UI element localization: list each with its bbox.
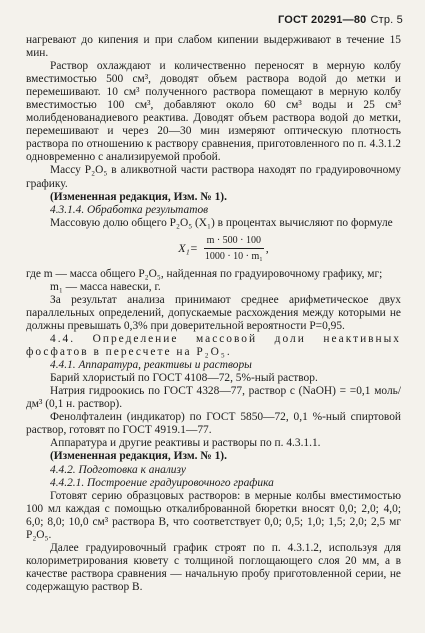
section-heading: 4.4.1. Аппаратура, реактивы и растворы [50, 359, 252, 372]
paragraph: Барий хлористый по ГОСТ 4108—72, 5%-ный раствор. [50, 372, 318, 385]
amendment-note: (Измененная редакция, Изм. № 1). [50, 450, 227, 463]
paragraph: Натрия гидроокись по ГОСТ 4328—77, раствор с (NaOH) = =0,1 моль/дм³ (0,1 н. раствор). [26, 385, 401, 411]
page-number: Стр. 5 [370, 14, 403, 26]
formula-tail: , [265, 240, 269, 255]
formula-denominator: 1000 · 10 · m₁ [204, 250, 263, 262]
formula-lhs: X₁= [178, 240, 198, 255]
standard-number: ГОСТ 20291—80 [277, 14, 367, 26]
formula-numerator: m · 500 · 100 [204, 234, 264, 249]
paragraph: Далее градуировочный график строят по п. 4.3.1.2, используя для колориметрирования кювету с толщиной поглощающего слоя 20 мм, а в качестве раствора сравнения — начальную пробу приготовленной серии, не содержащую раствор В. [26, 541, 401, 593]
section-heading: 4.3.1.4. Обработка результатов [50, 203, 209, 216]
paragraph: m₁ — масса навески, г. [50, 280, 161, 293]
paragraph: Массовую долю общего P₂O₅ (X₁) в процентах вычисляют по формуле [50, 216, 393, 229]
paragraph: нагревают до кипения и при слабом кипении выдерживают в течение 15 мин. [26, 34, 401, 60]
amendment-note: (Измененная редакция, Изм. № 1). [50, 190, 227, 203]
section-heading: 4.4. Определение массовой доли неактивных фосфатов в пересчете на P₂O₅. [26, 333, 401, 359]
page-body [26, 34, 401, 594]
paragraph: Аппаратура и другие реактивы и растворы по п. 4.3.1.1. [50, 437, 321, 450]
paragraph: Раствор охлаждают и количественно переносят в мерную колбу вместимостью 500 см³, доводят объем раствора водой до метки и перемешивают. 10 см³ полученного раствора помещают в мерную колбу вместимостью 100 см³, добавляют около 60 см³ воды и 25 см³ молибденованадиевого реактива. Доводят объем раствора водой до метки, перемешивают и через 20—30 мин измеряют оптическую плотность раствора по отношению к раствору сравнения, приготовленного по п. 4.3.1.2 одновременно с анализируемой пробой. [26, 60, 401, 164]
section-heading: 4.4.2.1. Построение градуировочного графика [50, 476, 274, 489]
paragraph: За результат анализа принимают среднее арифметическое двух параллельных определений, допускаемые расхождения между которыми не должны превышать 0,3% при доверительной вероятности P=0,95. [26, 293, 401, 332]
formula [46, 234, 401, 263]
formula-fraction [202, 234, 266, 263]
paragraph: Массу P₂O₅ в аликвотной части раствора находят по градуировочному графику. [26, 164, 401, 190]
paragraph: Фенолфталеин (индикатор) по ГОСТ 5850—72, 0,1 %-ный спиртовой раствор, готовят по ГОСТ 4919.1—77. [26, 411, 401, 437]
paragraph: где m — масса общего P₂O₅, найденная по градуировочному графику, мг; [26, 267, 383, 280]
paragraph: Готовят серию образцовых растворов: в мерные колбы вместимостью 100 мл каждая с помощью откалиброванной бюретки вносят 0,0; 2,0; 4,0; 6,0; 8,0; 10,0 см³ раствора В, что соответствует 0,0; 0,5; 1,0; 1,5; 2,0; 2,5 мг P₂O₅. [26, 489, 401, 541]
page-header [278, 14, 403, 26]
section-heading: 4.4.2. Подготовка к анализу [50, 463, 186, 476]
